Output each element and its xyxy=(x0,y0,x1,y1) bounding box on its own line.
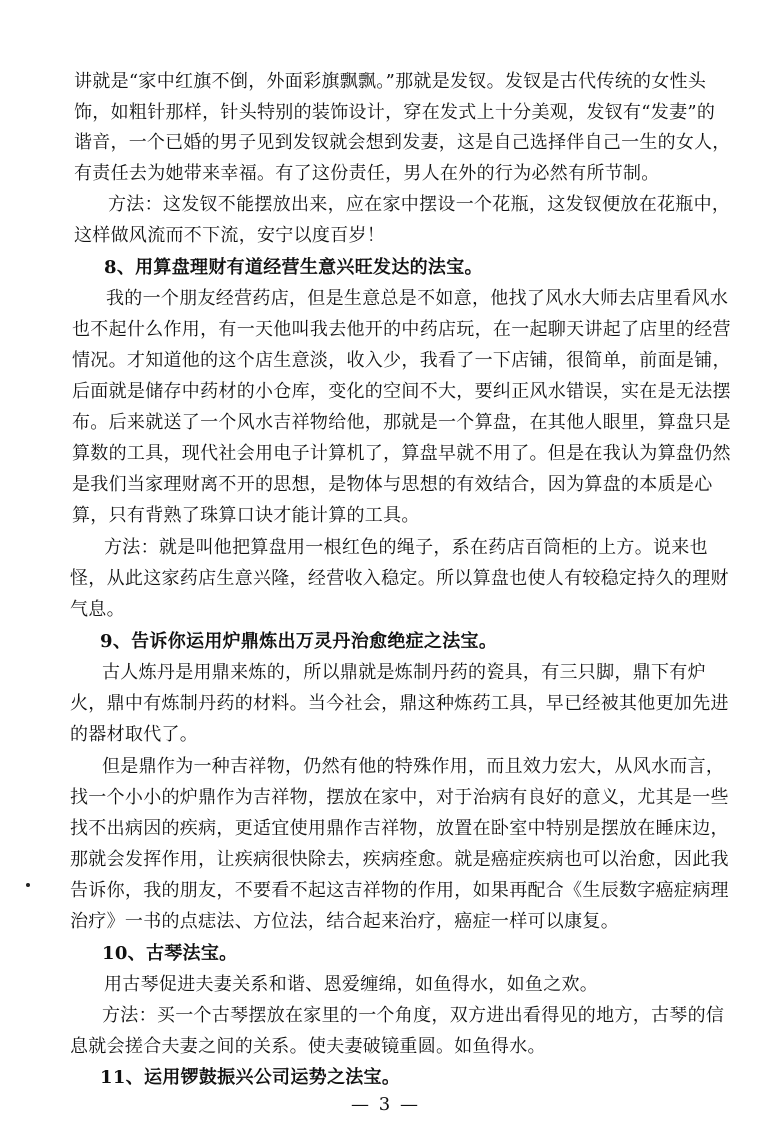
text-line: 找不出病因的疾病，更适宜使用鼎作吉祥物，放置在卧室中特别是摆放在睡床边， xyxy=(70,818,729,839)
text-line: 我的一个朋友经营药店，但是生意总是不如意，他找了风水大师去店里看风水 xyxy=(106,288,729,309)
text-line: 方法：这发钗不能摆放出来，应在家中摆设一个花瓶，这发钗便放在花瓶中， xyxy=(108,194,731,215)
page-number: — 3 — xyxy=(351,1094,420,1115)
text-line: 讲就是“家中红旗不倒，外面彩旗飘飘。”那就是发钗。发钗是古代传统的女性头 xyxy=(74,71,707,92)
text-line: 治疗》一书的点痣法、方位法，结合起来治疗，癌症一样可以康复。 xyxy=(70,911,619,932)
text-line: 布。后来就送了一个风水吉祥物给他，那就是一个算盘，在其他人眼里，算盘只是 xyxy=(72,412,731,433)
text-line: 告诉你，我的朋友，不要看不起这吉祥物的作用，如果再配合《生辰数字癌症病理 xyxy=(70,880,729,901)
text-line: 找一个小小的炉鼎作为吉祥物，摆放在家中，对于治病有良好的意义，尤其是一些 xyxy=(70,787,729,808)
text-line: 但是鼎作为一种吉祥物，仍然有他的特殊作用，而且效力宏大，从风水而言， xyxy=(102,756,725,777)
text-line: 息就会搓合夫妻之间的关系。使夫妻破镜重圆。如鱼得水。 xyxy=(70,1036,546,1057)
text-line: 谐音，一个已婚的男子见到发钗就会想到发妻，这是自己选择伴自己一生的女人， xyxy=(74,132,731,153)
text-line: 方法：买一个古琴摆放在家里的一个角度，双方进出看得见的地方，古琴的信 xyxy=(102,1005,725,1026)
text-line: 这样做风流而不下流，安宁以度百岁！ xyxy=(74,225,386,246)
text-line: 饰，如粗针那样，针头特别的装饰设计，穿在发式上十分美观，发钗有“发妻”的 xyxy=(74,102,716,123)
text-line: 火，鼎中有炼制丹药的材料。当今社会，鼎这种炼药工具，早已经被其他更加先进 xyxy=(70,693,729,714)
text-line: 算，只有背熟了珠算口诀才能计算的工具。 xyxy=(72,505,420,526)
text-line: 古人炼丹是用鼎来炼的，所以鼎就是炼制丹药的瓷具，有三只脚，鼎下有炉 xyxy=(102,662,706,683)
text-line: 的器材取代了。 xyxy=(70,724,199,745)
text-line: 有责任去为她带来幸福。有了这份责任，男人在外的行为必然有所节制。 xyxy=(74,163,660,184)
text-line: 算数的工具，现代社会用电子计算机了，算盘早就不用了。但是在我认为算盘仍然 xyxy=(72,443,731,464)
text-line: 也不起什么作用，有一天他叫我去他开的中药店玩，在一起聊天讲起了店里的经营 xyxy=(72,319,731,340)
text-line: 气息。 xyxy=(70,599,125,620)
text-line: 怪，从此这家药店生意兴隆，经营收入稳定。所以算盘也使人有较稳定持久的理财 xyxy=(70,568,729,589)
text-line: 用古琴促进夫妻关系和谐、恩爱缠绵，如鱼得水，如鱼之欢。 xyxy=(104,974,599,995)
text-line: 方法：就是叫他把算盘用一根红色的绳子，系在药店百筒柜的上方。说来也 xyxy=(104,537,708,558)
section-heading: 11、运用锣鼓振兴公司运势之法宝。 xyxy=(100,1067,401,1088)
text-line: 后面就是储存中药材的小仓库，变化的空间不大，要纠正风水错误，实在是无法摆 xyxy=(72,381,731,402)
text-line: 那就会发挥作用，让疾病很快除去，疾病痊愈。就是癌症疾病也可以治愈，因此我 xyxy=(70,849,729,870)
text-line: 是我们当家理财离不开的思想，是物体与思想的有效结合，因为算盘的本质是心 xyxy=(72,474,713,495)
section-heading: 9、告诉你运用炉鼎炼出万灵丹治愈绝症之法宝。 xyxy=(100,631,498,652)
section-heading: 10、古琴法宝。 xyxy=(102,943,238,964)
text-line: 情况。才知道他的这个店生意淡，收入少，我看了一下店铺，很简单，前面是铺， xyxy=(72,350,731,371)
scan-speck xyxy=(26,883,30,887)
section-heading: 8、用算盘理财有道经营生意兴旺发达的法宝。 xyxy=(104,257,483,278)
